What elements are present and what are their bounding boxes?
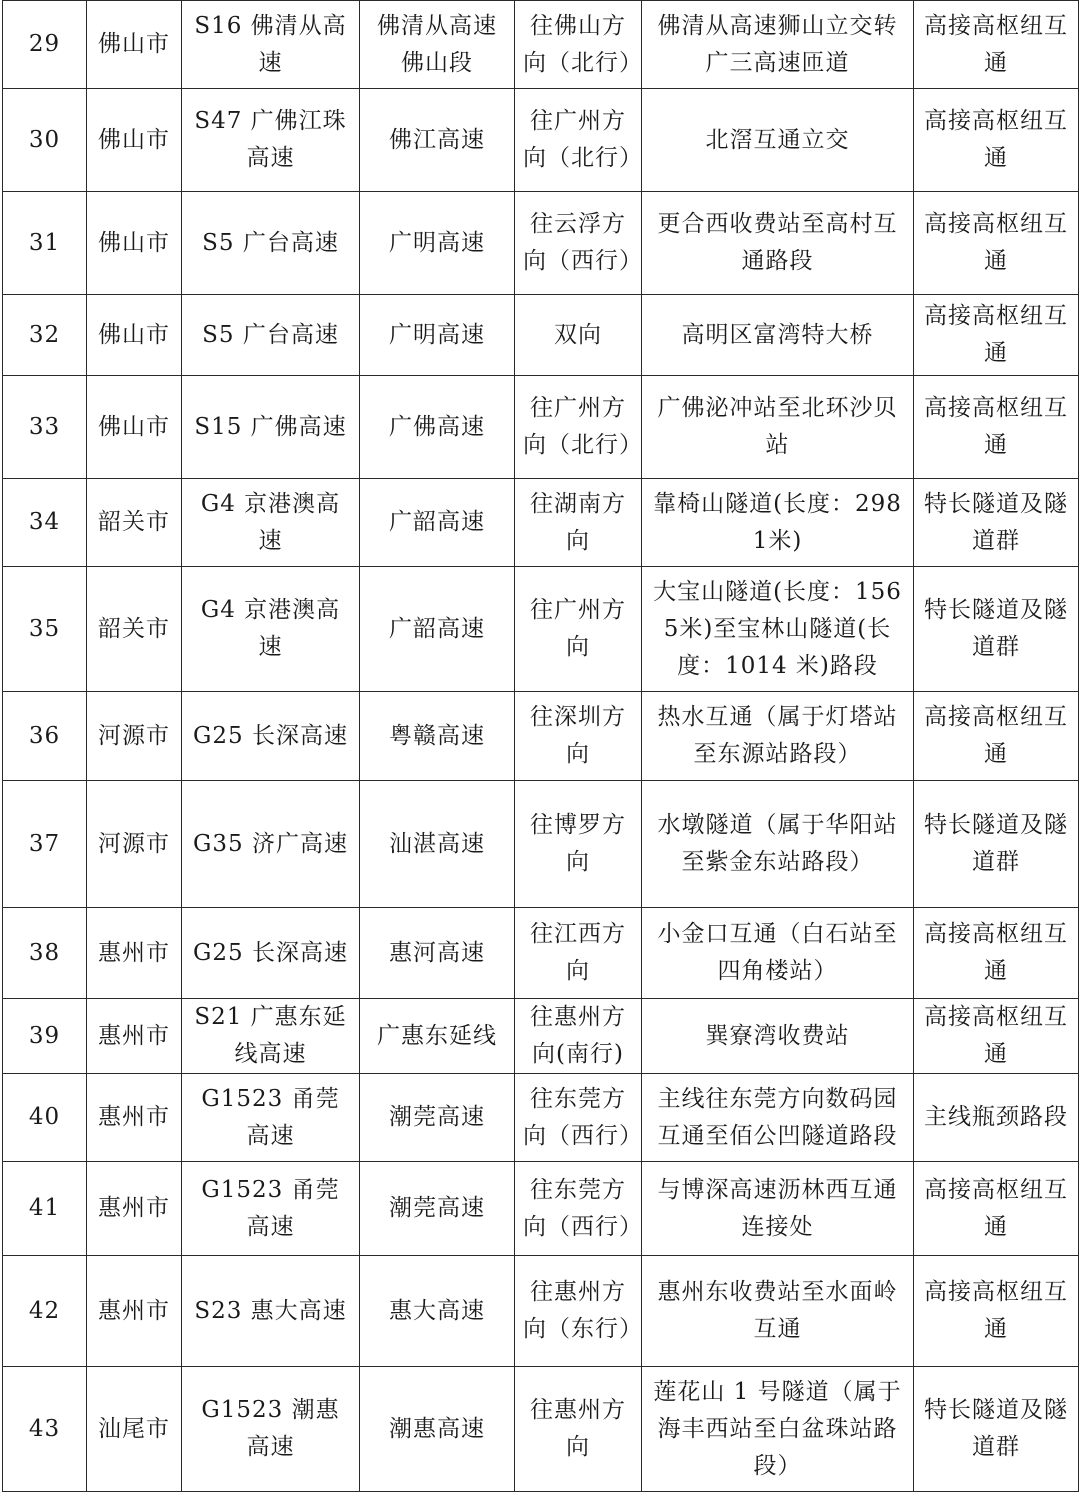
city-cell: 河源市 [87,692,182,781]
type-cell: 主线瓶颈路段 [914,1074,1079,1162]
location-cell: 惠州东收费站至水面岭互通 [642,1256,914,1367]
table-row [3,1367,1079,1492]
city-cell: 惠州市 [87,908,182,999]
highway-name-cell: G35 济广高速 [182,781,360,908]
type-cell: 高接高枢纽互通 [914,908,1079,999]
row-number-cell: 29 [3,1,87,89]
row-number-cell: 32 [3,295,87,376]
city-cell: 佛山市 [87,89,182,192]
direction-cell: 往云浮方向（西行） [515,192,642,295]
table-row [3,567,1079,692]
type-cell: 高接高枢纽互通 [914,192,1079,295]
city-cell: 惠州市 [87,1074,182,1162]
type-cell: 高接高枢纽互通 [914,1,1079,89]
highway-name-cell: S5 广台高速 [182,192,360,295]
direction-cell: 往惠州方向(南行) [515,999,642,1074]
row-number-cell: 36 [3,692,87,781]
location-cell: 水墩隧道（属于华阳站至紫金东站路段） [642,781,914,908]
direction-cell: 往佛山方向（北行） [515,1,642,89]
row-number-cell: 40 [3,1074,87,1162]
table-row [3,1074,1079,1162]
location-cell: 巽寮湾收费站 [642,999,914,1074]
highway-name-cell: S47 广佛江珠高速 [182,89,360,192]
direction-cell: 往湖南方向 [515,479,642,567]
location-cell: 热水互通（属于灯塔站至东源站路段） [642,692,914,781]
type-cell: 高接高枢纽互通 [914,295,1079,376]
city-cell: 佛山市 [87,295,182,376]
row-number-cell: 43 [3,1367,87,1492]
type-cell: 特长隧道及隧道群 [914,479,1079,567]
row-number-cell: 38 [3,908,87,999]
type-cell: 高接高枢纽互通 [914,376,1079,479]
city-cell: 佛山市 [87,192,182,295]
section-name-cell: 广韶高速 [360,479,515,567]
table-row [3,376,1079,479]
section-name-cell: 汕湛高速 [360,781,515,908]
location-cell: 佛清从高速狮山立交转广三高速匝道 [642,1,914,89]
direction-cell: 往深圳方向 [515,692,642,781]
location-cell: 靠椅山隧道(长度：2981米) [642,479,914,567]
table-row [3,192,1079,295]
type-cell: 特长隧道及隧道群 [914,567,1079,692]
city-cell: 惠州市 [87,999,182,1074]
direction-cell: 往东莞方向（西行） [515,1074,642,1162]
highway-name-cell: G4 京港澳高速 [182,567,360,692]
type-cell: 特长隧道及隧道群 [914,1367,1079,1492]
road-sections-table [2,0,1079,1492]
section-name-cell: 广惠东延线 [360,999,515,1074]
direction-cell: 往博罗方向 [515,781,642,908]
direction-cell: 往惠州方向（东行） [515,1256,642,1367]
row-number-cell: 33 [3,376,87,479]
section-name-cell: 广佛高速 [360,376,515,479]
table-row [3,1162,1079,1256]
section-name-cell: 粤赣高速 [360,692,515,781]
location-cell: 主线往东莞方向数码园互通至佰公凹隧道路段 [642,1074,914,1162]
direction-cell: 往广州方向 [515,567,642,692]
direction-cell: 往惠州方向 [515,1367,642,1492]
location-cell: 小金口互通（白石站至四角楼站） [642,908,914,999]
highway-name-cell: S21 广惠东延线高速 [182,999,360,1074]
section-name-cell: 佛清从高速佛山段 [360,1,515,89]
location-cell: 北滘互通立交 [642,89,914,192]
table-row [3,295,1079,376]
section-name-cell: 潮莞高速 [360,1074,515,1162]
section-name-cell: 惠河高速 [360,908,515,999]
row-number-cell: 31 [3,192,87,295]
highway-name-cell: G1523 潮惠高速 [182,1367,360,1492]
location-cell: 更合西收费站至高村互通路段 [642,192,914,295]
city-cell: 汕尾市 [87,1367,182,1492]
table-row [3,781,1079,908]
city-cell: 佛山市 [87,1,182,89]
direction-cell: 往广州方向（北行） [515,89,642,192]
highway-name-cell: S16 佛清从高速 [182,1,360,89]
table-row [3,692,1079,781]
direction-cell: 双向 [515,295,642,376]
city-cell: 韶关市 [87,567,182,692]
location-cell: 大宝山隧道(长度：1565米)至宝林山隧道(长度：1014 米)路段 [642,567,914,692]
table-body [3,1,1079,1492]
table-row [3,89,1079,192]
row-number-cell: 41 [3,1162,87,1256]
location-cell: 广佛泌冲站至北环沙贝站 [642,376,914,479]
highway-name-cell: S5 广台高速 [182,295,360,376]
location-cell: 莲花山 1 号隧道（属于海丰西站至白盆珠站路段） [642,1367,914,1492]
city-cell: 惠州市 [87,1256,182,1367]
highway-name-cell: G25 长深高速 [182,908,360,999]
highway-name-cell: G4 京港澳高速 [182,479,360,567]
table-row [3,479,1079,567]
section-name-cell: 广明高速 [360,192,515,295]
row-number-cell: 39 [3,999,87,1074]
direction-cell: 往东莞方向（西行） [515,1162,642,1256]
type-cell: 高接高枢纽互通 [914,1162,1079,1256]
row-number-cell: 42 [3,1256,87,1367]
highway-name-cell: S15 广佛高速 [182,376,360,479]
direction-cell: 往广州方向（北行） [515,376,642,479]
type-cell: 特长隧道及隧道群 [914,781,1079,908]
location-cell: 高明区富湾特大桥 [642,295,914,376]
row-number-cell: 35 [3,567,87,692]
location-cell: 与博深高速沥林西互通连接处 [642,1162,914,1256]
highway-name-cell: G1523 甬莞高速 [182,1074,360,1162]
row-number-cell: 30 [3,89,87,192]
section-name-cell: 佛江高速 [360,89,515,192]
type-cell: 高接高枢纽互通 [914,1256,1079,1367]
table-row [3,1,1079,89]
table-row [3,999,1079,1074]
section-name-cell: 广明高速 [360,295,515,376]
table-row [3,908,1079,999]
city-cell: 佛山市 [87,376,182,479]
row-number-cell: 34 [3,479,87,567]
type-cell: 高接高枢纽互通 [914,999,1079,1074]
city-cell: 惠州市 [87,1162,182,1256]
direction-cell: 往江西方向 [515,908,642,999]
type-cell: 高接高枢纽互通 [914,692,1079,781]
highway-name-cell: S23 惠大高速 [182,1256,360,1367]
section-name-cell: 潮莞高速 [360,1162,515,1256]
city-cell: 韶关市 [87,479,182,567]
section-name-cell: 惠大高速 [360,1256,515,1367]
highway-name-cell: G1523 甬莞高速 [182,1162,360,1256]
section-name-cell: 广韶高速 [360,567,515,692]
type-cell: 高接高枢纽互通 [914,89,1079,192]
table-row [3,1256,1079,1367]
row-number-cell: 37 [3,781,87,908]
section-name-cell: 潮惠高速 [360,1367,515,1492]
highway-name-cell: G25 长深高速 [182,692,360,781]
city-cell: 河源市 [87,781,182,908]
